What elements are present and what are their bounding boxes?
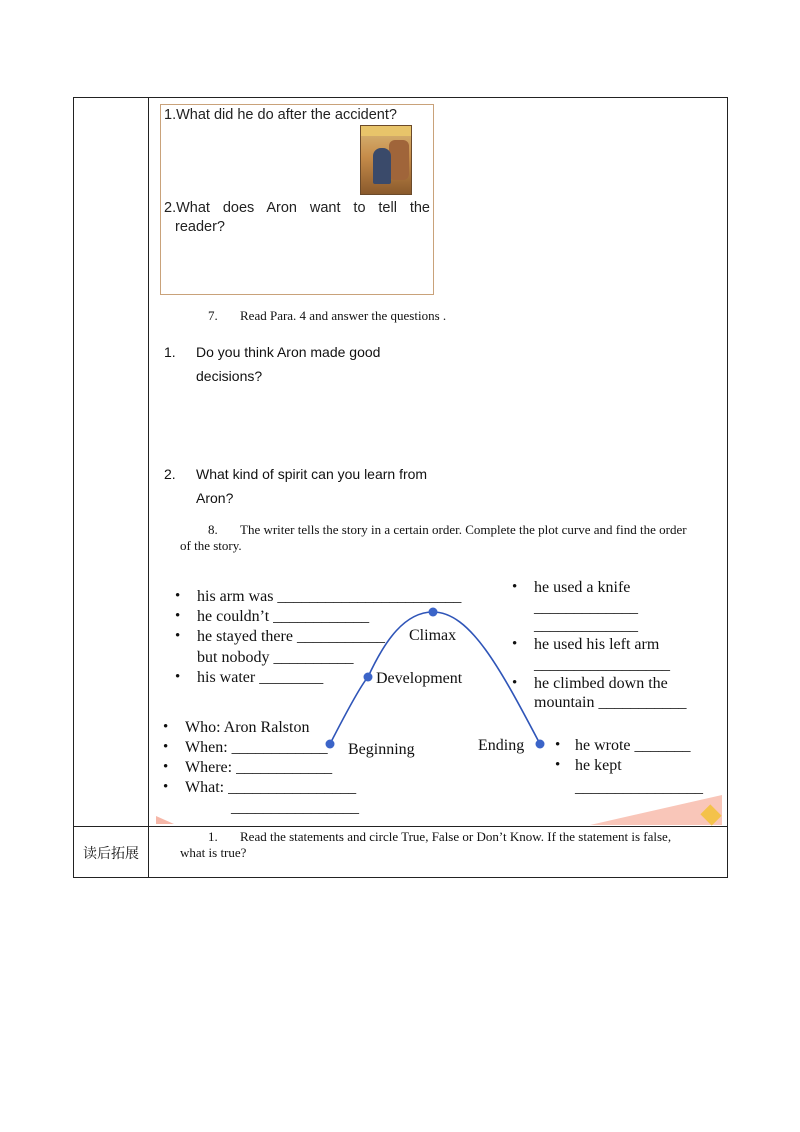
bullet-dot: • bbox=[512, 579, 518, 595]
beginning-item: When: ____________ bbox=[185, 739, 328, 756]
bullet-dot: • bbox=[175, 608, 181, 624]
development-item: he couldn’t ____________ bbox=[197, 608, 370, 625]
bullet-dot: • bbox=[163, 759, 169, 775]
task-7-number: 7. bbox=[208, 308, 218, 323]
development-item: but nobody __________ bbox=[197, 649, 354, 666]
question-2-text: What kind of spirit can you learn from bbox=[196, 466, 428, 482]
bullet-dot: • bbox=[163, 739, 169, 755]
climax-item: he used a knife bbox=[534, 579, 631, 596]
ending-label: Ending bbox=[478, 737, 525, 754]
bullet-dot: • bbox=[175, 628, 181, 644]
bullet-dot: • bbox=[175, 669, 181, 685]
question-1-text-cont: decisions? bbox=[196, 368, 263, 384]
post-reading-instruction-cont: what is true? bbox=[180, 845, 247, 860]
development-item: his arm was _______________________ bbox=[197, 588, 462, 605]
post-reading-number: 1. bbox=[208, 829, 218, 844]
question-1-text: Do you think Aron made good bbox=[196, 344, 381, 360]
question-2-text-cont: Aron? bbox=[196, 490, 234, 506]
task-8-instruction: The writer tells the story in a certain order. Complete the plot curve and find the order bbox=[240, 522, 687, 537]
climax-item: _____________ bbox=[534, 617, 638, 634]
question-2-number: 2. bbox=[164, 466, 176, 482]
row-label: 读后拓展 bbox=[83, 846, 139, 862]
beginning-item: Where: ____________ bbox=[185, 759, 333, 776]
ending-item: ________________ bbox=[575, 779, 703, 796]
task-8-instruction-cont: of the story. bbox=[180, 538, 242, 553]
slide-question-2: 2.What does Aron want to tell the bbox=[164, 200, 430, 216]
ending-item: he wrote _______ bbox=[575, 737, 691, 754]
slide-question-1: 1.What did he do after the accident? bbox=[164, 107, 397, 123]
post-reading-instruction: Read the statements and circle True, False or Don’t Know. If the statement is false, bbox=[240, 829, 672, 844]
climax-item: _________________ bbox=[534, 656, 670, 673]
task-8-number: 8. bbox=[208, 522, 218, 537]
development-item: he stayed there ___________ bbox=[197, 628, 385, 645]
climax-label: Climax bbox=[409, 627, 457, 644]
development-label: Development bbox=[376, 670, 463, 687]
bullet-dot: • bbox=[555, 737, 561, 753]
bullet-dot: • bbox=[175, 588, 181, 604]
ending-item: he kept bbox=[575, 757, 622, 774]
task-7-instruction: Read Para. 4 and answer the questions . bbox=[240, 308, 447, 323]
climax-item: he used his left arm bbox=[534, 636, 660, 653]
slide-question-2-cont: reader? bbox=[175, 219, 225, 235]
question-1-number: 1. bbox=[164, 344, 176, 360]
bullet-dot: • bbox=[512, 636, 518, 652]
beginning-item: Who: Aron Ralston bbox=[185, 719, 310, 736]
climax-point bbox=[429, 608, 438, 617]
beginning-label: Beginning bbox=[348, 741, 415, 758]
bullet-dot: • bbox=[512, 675, 518, 691]
climax-item: mountain ___________ bbox=[534, 694, 687, 711]
bullet-dot: • bbox=[555, 757, 561, 773]
development-point bbox=[364, 673, 373, 682]
climax-item: _____________ bbox=[534, 599, 638, 616]
beginning-item: ________________ bbox=[231, 799, 359, 816]
development-item: his water ________ bbox=[197, 669, 324, 686]
bullet-dot: • bbox=[163, 719, 169, 735]
beginning-item: What: ________________ bbox=[185, 779, 357, 796]
bullet-dot: • bbox=[163, 779, 169, 795]
climax-item: he climbed down the bbox=[534, 675, 668, 692]
ending-point bbox=[536, 740, 545, 749]
